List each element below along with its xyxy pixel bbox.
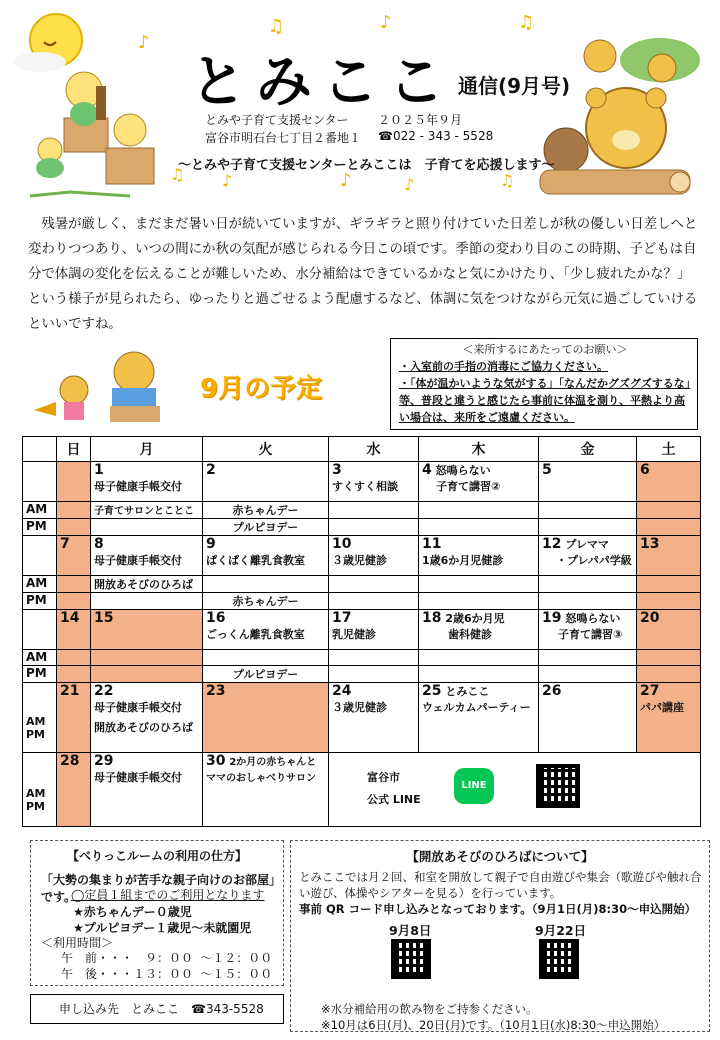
berry-room-text: ◯定員１組までのご利用となります bbox=[71, 888, 265, 902]
calendar-text: ごっくん離乳食教室 bbox=[206, 628, 305, 641]
calendar-text: 母子健康手帳交付 bbox=[94, 701, 182, 714]
music-note-icon: ♫ bbox=[268, 16, 285, 37]
calendar-text bbox=[23, 536, 57, 576]
calendar-text: PM bbox=[26, 728, 46, 741]
calendar-text: 13 bbox=[640, 536, 660, 552]
calendar-text: AM bbox=[23, 576, 57, 593]
day-cell bbox=[419, 610, 539, 650]
contact-box: 申し込み先 とみここ ☎343-5528 bbox=[30, 994, 284, 1024]
calendar-text bbox=[539, 519, 637, 536]
calendar-text: 30 bbox=[206, 753, 226, 769]
calendar-text: AM bbox=[23, 502, 57, 519]
line-promo-cell bbox=[329, 753, 701, 827]
calendar-text: 赤ちゃんデー bbox=[203, 593, 329, 610]
visit-notice bbox=[390, 338, 698, 430]
calendar-text bbox=[329, 519, 419, 536]
calendar-text: 母子健康手帳交付 bbox=[94, 554, 182, 567]
calendar-text: 乳児健診 bbox=[332, 628, 376, 641]
music-note-icon: ♪ bbox=[340, 170, 352, 191]
music-note-icon: ♪ bbox=[222, 171, 233, 190]
day-cell bbox=[57, 536, 91, 576]
calendar-text bbox=[419, 519, 539, 536]
calendar-text bbox=[57, 462, 91, 502]
calendar-text: 子育てサロンとことこ bbox=[91, 502, 203, 519]
day-cell bbox=[203, 753, 329, 827]
calendar-text bbox=[329, 576, 419, 593]
calendar-text bbox=[542, 610, 633, 626]
calendar-text: 1歳6か月児健診 bbox=[422, 554, 504, 567]
qr-code-icon[interactable] bbox=[536, 764, 580, 808]
calendar-text bbox=[23, 610, 57, 650]
calendar-text: 怒鳴らない bbox=[435, 464, 491, 477]
calendar-text bbox=[91, 519, 203, 536]
calendar-text: 19 bbox=[542, 610, 562, 626]
calendar-text: 27 bbox=[640, 683, 660, 699]
line-label: 公式 LINE bbox=[367, 793, 421, 806]
day-cell bbox=[91, 683, 203, 753]
calendar-text: 9 bbox=[206, 536, 216, 552]
day-cell bbox=[203, 610, 329, 650]
calendar-text bbox=[539, 576, 637, 593]
calendar-text: とみここ bbox=[445, 685, 490, 698]
berry-room-text: ＜利用時間＞ bbox=[41, 936, 114, 950]
calendar-text bbox=[419, 576, 539, 593]
calendar-text bbox=[539, 593, 637, 610]
calendar-text: PM bbox=[23, 519, 57, 536]
weekday-header: 水 bbox=[329, 437, 419, 462]
calendar-text: 11 bbox=[422, 536, 442, 552]
music-note-icon: ♪ bbox=[404, 175, 415, 194]
calendar-text: パパ講座 bbox=[640, 701, 684, 714]
day-cell bbox=[637, 536, 701, 576]
day-cell bbox=[637, 683, 701, 753]
calendar-text: 23 bbox=[206, 683, 226, 699]
calendar-text: PM bbox=[26, 800, 46, 813]
calendar-text bbox=[329, 593, 419, 610]
calendar-text bbox=[57, 666, 91, 683]
open-play-heading: 【開放あそびのひろばについて】 bbox=[406, 849, 594, 864]
calendar-text: AM bbox=[26, 715, 46, 728]
music-note-icon: ♪ bbox=[380, 12, 392, 33]
weekday-header: 金 bbox=[539, 437, 637, 462]
bug-musician-illustration bbox=[30, 72, 154, 196]
calendar-text: 3 bbox=[332, 462, 342, 478]
day-cell bbox=[57, 753, 91, 827]
calendar-text: ウェルカムパーティー bbox=[422, 701, 531, 714]
calendar-text bbox=[637, 502, 701, 519]
music-note-icon: ♫ bbox=[518, 12, 535, 33]
calendar-text: AM bbox=[26, 787, 46, 800]
center-name: とみや子育て支援センター bbox=[205, 113, 349, 127]
calendar-text: 20 bbox=[640, 610, 660, 626]
open-play-box bbox=[290, 840, 710, 1032]
weekday-header: 土 bbox=[637, 437, 701, 462]
day-cell bbox=[539, 462, 637, 502]
qr-code-icon[interactable] bbox=[391, 939, 431, 979]
open-play-date: 9月8日 bbox=[389, 923, 432, 938]
calendar-text bbox=[57, 519, 91, 536]
day-cell bbox=[203, 536, 329, 576]
calendar-text: 22 bbox=[94, 683, 114, 699]
calendar-text: 17 bbox=[332, 610, 352, 626]
calendar-text bbox=[329, 666, 419, 683]
calendar-text: 母子健康手帳交付 bbox=[94, 480, 182, 493]
calendar-text: 8 bbox=[94, 536, 104, 552]
calendar-text bbox=[539, 650, 637, 666]
calendar-text: 2歳6か月児 bbox=[445, 612, 505, 625]
open-play-text: とみここでは月２回、和室を開放して親子で自由遊びや集会（歌遊びや触れ合い遊び、体操やシアターを見る）を行っています。 bbox=[299, 870, 702, 900]
day-cell bbox=[203, 683, 329, 753]
calendar-text: 28 bbox=[60, 753, 80, 769]
calendar-text: 15 bbox=[94, 610, 114, 626]
calendar-text: 子育て講習② bbox=[436, 480, 501, 493]
calendar-text bbox=[637, 519, 701, 536]
newsletter-title: とみここ bbox=[190, 50, 454, 115]
calendar-text: ママのおしゃべりサロン bbox=[206, 773, 316, 784]
calendar-text: 6 bbox=[640, 462, 650, 478]
berry-room-time: 午 前・・・ ９：００ ～１２：００ bbox=[61, 951, 273, 965]
calendar-text: 子育て講習③ bbox=[558, 628, 623, 641]
tagline: ～とみや子育て支援センターとみここは 子育てを応援します～ bbox=[178, 158, 555, 173]
calendar-text bbox=[329, 502, 419, 519]
calendar-text: 25 bbox=[422, 683, 442, 699]
schedule-title: 9月の予定 bbox=[200, 374, 323, 404]
calendar-text: 2か月の赤ちゃんと bbox=[229, 757, 317, 768]
calendar-text: 14 bbox=[60, 610, 80, 626]
calendar-text: 赤ちゃんデー bbox=[203, 502, 329, 519]
calendar-text: プルピヨデー bbox=[203, 666, 329, 683]
weekday-header: 火 bbox=[203, 437, 329, 462]
calendar-text bbox=[539, 502, 637, 519]
calendar-text: 16 bbox=[206, 610, 226, 626]
calendar-text bbox=[91, 666, 203, 683]
berry-room-box bbox=[30, 840, 284, 986]
calendar-text bbox=[419, 593, 539, 610]
day-cell bbox=[329, 536, 419, 576]
bear-illustration bbox=[540, 38, 700, 194]
calendar-text: 18 bbox=[422, 610, 442, 626]
address: 富谷市明石台七丁目２番地１ bbox=[205, 131, 362, 145]
day-cell bbox=[539, 536, 637, 576]
berry-room-text: ★プルピヨデー１歳児～未就園児 bbox=[73, 921, 252, 935]
day-cell bbox=[329, 683, 419, 753]
calendar-text bbox=[329, 650, 419, 666]
city-label: 富谷市 bbox=[367, 771, 400, 784]
weekday-header bbox=[23, 437, 57, 462]
cloud-icon bbox=[14, 52, 66, 72]
day-cell bbox=[329, 462, 419, 502]
calendar-text bbox=[91, 593, 203, 610]
calendar-text: ３歳児健診 bbox=[332, 554, 387, 567]
calendar-text: 怒鳴らない bbox=[565, 612, 621, 625]
calendar-text bbox=[57, 576, 91, 593]
notice-item: ・入室前の手指の消毒にご協力ください。 bbox=[399, 360, 608, 373]
calendar-text: PM bbox=[23, 593, 57, 610]
day-cell bbox=[57, 683, 91, 753]
calendar-text bbox=[419, 650, 539, 666]
berry-room-time: 午 後・・・１３：００ ～１５：００ bbox=[61, 967, 273, 981]
calendar-text: 26 bbox=[542, 683, 562, 699]
calendar-text bbox=[23, 462, 57, 502]
berry-room-text: 「大勢の集まりが苦手な親子向けのお部屋」です。 bbox=[41, 873, 282, 904]
calendar-text bbox=[57, 502, 91, 519]
notice-heading: ＜来所するにあたってのお願い＞ bbox=[462, 343, 628, 356]
calendar-text bbox=[57, 650, 91, 666]
day-cell bbox=[91, 753, 203, 827]
day-cell bbox=[637, 462, 701, 502]
calendar-text: ３歳児健診 bbox=[332, 701, 387, 714]
calendar-text: 29 bbox=[94, 753, 114, 769]
calendar-text bbox=[637, 666, 701, 683]
day-cell bbox=[637, 610, 701, 650]
calendar-text: 4 bbox=[422, 462, 432, 478]
calendar-text bbox=[206, 753, 325, 769]
music-note-icon: ♪ bbox=[138, 32, 150, 53]
calendar-text: 12 bbox=[542, 536, 562, 552]
calendar-text bbox=[539, 666, 637, 683]
calendar-text: 母子健康手帳交付 bbox=[94, 771, 182, 784]
open-play-date: 9月22日 bbox=[535, 923, 587, 938]
line-logo-icon[interactable]: LINE bbox=[454, 768, 494, 804]
calendar-text bbox=[422, 462, 535, 478]
phone: ☎022 - 343 - 5528 bbox=[378, 129, 494, 143]
calendar-text: プルピヨデー bbox=[203, 519, 329, 536]
intro-paragraph: 残暑が厳しく、まだまだ暑い日が続いていますが、ギラギラと照り付けていた日差しが秋の優しい日差しへと変わりつつあり、いつの間にか秋の気配が感じられる今日この頃です。季節の変わり目のこの時期、子どもは自分で体調の変化を伝えることが難しいため、水分補給はできているかなと気にかけたり、「少し疲れたかな？」という様子が見られたら、ゆったりと過ごせるよう配慮するなど、体調に気をつけながら元気に過ごしていけるといいですね。 bbox=[28, 217, 698, 332]
calendar-text: プレママ bbox=[565, 538, 609, 551]
open-play-note: ※10月は6日(月)、20日(月)です。（10月1日(水)8:30～申込開始） bbox=[321, 1018, 666, 1032]
september-calendar bbox=[22, 436, 701, 827]
day-cell bbox=[419, 536, 539, 576]
calendar-text: 2 bbox=[206, 462, 216, 478]
calendar-text bbox=[203, 650, 329, 666]
berry-room-heading: 【べりっこルームの利用の仕方】 bbox=[66, 849, 247, 863]
day-cell bbox=[91, 610, 203, 650]
weekday-header: 日 bbox=[57, 437, 91, 462]
calendar-text bbox=[422, 683, 535, 699]
calendar-text: 開放あそびのひろば bbox=[94, 721, 193, 734]
music-note-icon: ♫ bbox=[500, 171, 515, 190]
calendar-text bbox=[542, 536, 633, 552]
weekday-header: 木 bbox=[419, 437, 539, 462]
calendar-text: AM bbox=[23, 650, 57, 666]
day-cell bbox=[419, 462, 539, 502]
calendar-text bbox=[23, 683, 57, 753]
calendar-text bbox=[203, 576, 329, 593]
notice-item: ・「体が温かいような気がする」「なんだかグズグズするな」等、普段と違うと感じたら事前に体温を測り、平熱より高い場合は、来所をご遠慮ください。 bbox=[399, 377, 691, 424]
calendar-text bbox=[57, 593, 91, 610]
qr-code-icon[interactable] bbox=[539, 939, 579, 979]
weekday-header: 月 bbox=[91, 437, 203, 462]
berry-room-text: ★赤ちゃんデー０歳児 bbox=[73, 905, 192, 919]
calendar-text: 歯科健診 bbox=[448, 628, 492, 641]
calendar-text bbox=[23, 753, 57, 827]
calendar-text bbox=[637, 593, 701, 610]
day-cell bbox=[539, 610, 637, 650]
open-play-note: ※水分補給用の飲み物をご持参ください。 bbox=[321, 1002, 538, 1016]
calendar-text: PM bbox=[23, 666, 57, 683]
open-play-apply: 事前 QR コード申し込みとなっております。（9月1日(月)8:30～申込開始） bbox=[299, 902, 697, 916]
bear-reading-illustration bbox=[30, 346, 190, 426]
calendar-text bbox=[637, 650, 701, 666]
calendar-text: 1 bbox=[94, 462, 104, 478]
calendar-text: 10 bbox=[332, 536, 352, 552]
calendar-text: 7 bbox=[60, 536, 70, 552]
calendar-text: ・プレパパ学級 bbox=[556, 554, 632, 567]
calendar-text: 開放あそびのひろば bbox=[91, 576, 203, 593]
calendar-text bbox=[422, 610, 535, 626]
issue-date: ２０２５年９月 bbox=[378, 113, 463, 127]
calendar-text: 24 bbox=[332, 683, 352, 699]
calendar-text: 21 bbox=[60, 683, 80, 699]
calendar-text: すくすく相談 bbox=[332, 480, 398, 493]
day-cell bbox=[419, 683, 539, 753]
day-cell bbox=[329, 610, 419, 650]
calendar-text: 5 bbox=[542, 462, 552, 478]
calendar-text bbox=[91, 650, 203, 666]
issue-label: 通信(9月号) bbox=[458, 74, 571, 98]
day-cell bbox=[91, 462, 203, 502]
calendar-text bbox=[637, 576, 701, 593]
calendar-text bbox=[419, 666, 539, 683]
day-cell bbox=[91, 536, 203, 576]
calendar-text bbox=[419, 502, 539, 519]
music-note-icon: ♫ bbox=[170, 165, 185, 184]
day-cell bbox=[539, 683, 637, 753]
calendar-text: ぱくぱく離乳食教室 bbox=[206, 554, 305, 567]
day-cell bbox=[57, 610, 91, 650]
day-cell bbox=[203, 462, 329, 502]
